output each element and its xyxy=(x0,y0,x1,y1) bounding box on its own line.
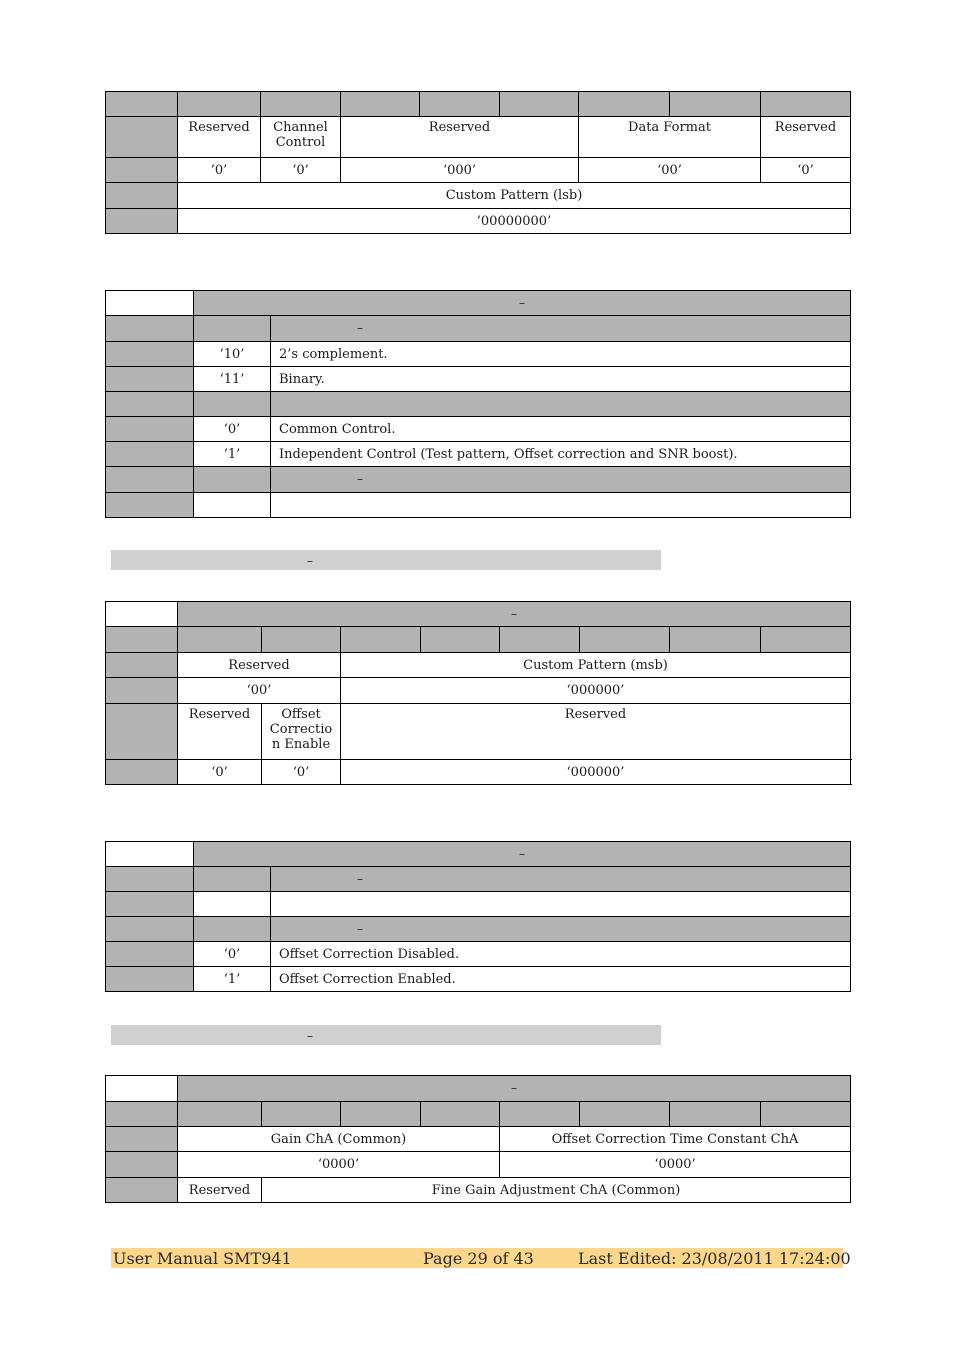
default-value: ‘0000’ xyxy=(178,1152,500,1178)
table-header-row xyxy=(106,291,851,316)
field-reserved: Reserved xyxy=(178,117,261,158)
section-heading-bar xyxy=(111,1025,661,1045)
table-row xyxy=(106,442,851,467)
section-dash: – xyxy=(307,1029,313,1043)
code-description: 2’s complement. xyxy=(271,342,851,367)
field-custom-pattern-msb: Custom Pattern (msb) xyxy=(341,653,851,678)
code-value: ‘11’ xyxy=(194,367,271,392)
register-table-3 xyxy=(105,1075,851,1203)
default-row xyxy=(106,1152,851,1178)
field-gain-cha: Gain ChA (Common) xyxy=(178,1127,500,1152)
field-reserved: Reserved xyxy=(178,704,262,760)
default-row xyxy=(106,158,851,183)
custom-pattern-lsb: Custom Pattern (lsb) xyxy=(178,183,851,209)
table-row xyxy=(106,367,851,392)
code-value: ‘1’ xyxy=(194,967,271,992)
footer-page-number: Page 29 of 43 xyxy=(423,1249,534,1268)
subheader-dash: – xyxy=(357,321,363,335)
subheader-dash: – xyxy=(357,472,363,486)
default-value: ‘0’ xyxy=(761,158,851,183)
field-channel-control: Channel Control xyxy=(261,117,341,158)
header-dash: – xyxy=(519,295,525,310)
default-row xyxy=(106,760,851,785)
custom-pattern-default: ‘00000000’ xyxy=(178,209,851,234)
subheader-row xyxy=(106,867,851,892)
code-value: ‘10’ xyxy=(194,342,271,367)
footer-document-title: User Manual SMT941 xyxy=(113,1249,292,1268)
default-value: ‘0000’ xyxy=(500,1152,851,1178)
field-reserved: Reserved xyxy=(178,653,341,678)
register-table-1 xyxy=(105,91,851,234)
footer-last-edited: Last Edited: 23/08/2011 17:24:00 xyxy=(578,1249,851,1268)
code-description: Common Control. xyxy=(271,417,851,442)
default-value: ‘000000’ xyxy=(341,678,851,704)
section-heading-bar xyxy=(111,550,661,570)
code-value: ‘0’ xyxy=(194,942,271,967)
default-value: ‘0’ xyxy=(178,760,262,785)
field-reserved: Reserved xyxy=(341,704,851,760)
subheader-dash: – xyxy=(357,871,363,886)
field-data-format: Data Format xyxy=(579,117,761,158)
table-row xyxy=(106,942,851,967)
page-footer xyxy=(111,1248,851,1268)
default-value: ’0’ xyxy=(178,158,261,183)
subheader-row xyxy=(106,467,851,493)
register-table-2 xyxy=(105,601,851,785)
default-value: ‘00’ xyxy=(579,158,761,183)
code-value: ‘1’ xyxy=(194,442,271,467)
header-dash: – xyxy=(519,846,525,861)
field-row xyxy=(106,704,851,760)
subheader-row xyxy=(106,392,851,417)
field-reserved: Reserved xyxy=(341,117,579,158)
description-table-2 xyxy=(105,841,851,992)
code-description: Offset Correction Enabled. xyxy=(271,967,851,992)
pattern-row xyxy=(106,183,851,209)
field-row xyxy=(106,117,851,158)
table-header-row xyxy=(106,602,851,627)
description-table-1 xyxy=(105,290,851,518)
header-dash: – xyxy=(511,1081,517,1095)
field-offset-correction-enable: Offset Correctio n Enable xyxy=(262,704,341,760)
field-reserved: Reserved xyxy=(178,1178,262,1203)
table-header-row xyxy=(106,1076,851,1102)
table-row xyxy=(106,493,851,518)
table-row xyxy=(106,967,851,992)
subheader-row xyxy=(106,917,851,942)
code-value: ‘0’ xyxy=(194,417,271,442)
field-reserved: Reserved xyxy=(761,117,851,158)
default-value: ‘000000’ xyxy=(341,760,851,785)
code-description: Binary. xyxy=(271,367,851,392)
bit-header-row xyxy=(106,627,851,653)
header-dash: – xyxy=(511,606,517,621)
table-row xyxy=(106,892,851,917)
table-header-row xyxy=(106,842,851,867)
code-description: Independent Control (Test pattern, Offset correction and SNR boost). xyxy=(271,442,851,467)
pattern-default-row xyxy=(106,209,851,234)
subheader-row xyxy=(106,316,851,342)
default-value: ‘000’ xyxy=(341,158,579,183)
table-row xyxy=(106,417,851,442)
default-value: ‘0’ xyxy=(262,760,341,785)
code-description: Offset Correction Disabled. xyxy=(271,942,851,967)
field-row xyxy=(106,653,851,678)
field-offset-time-constant: Offset Correction Time Constant ChA xyxy=(500,1127,851,1152)
field-row xyxy=(106,1127,851,1152)
field-row xyxy=(106,1178,851,1203)
bit-header-row xyxy=(106,92,851,117)
default-row xyxy=(106,678,851,704)
default-value: ‘0’ xyxy=(261,158,341,183)
field-fine-gain-adjustment: Fine Gain Adjustment ChA (Common) xyxy=(262,1178,851,1203)
table-row xyxy=(106,342,851,367)
subheader-dash: – xyxy=(357,921,363,936)
default-value: ‘00’ xyxy=(178,678,341,704)
bit-header-row xyxy=(106,1102,851,1127)
section-dash: – xyxy=(307,554,313,568)
